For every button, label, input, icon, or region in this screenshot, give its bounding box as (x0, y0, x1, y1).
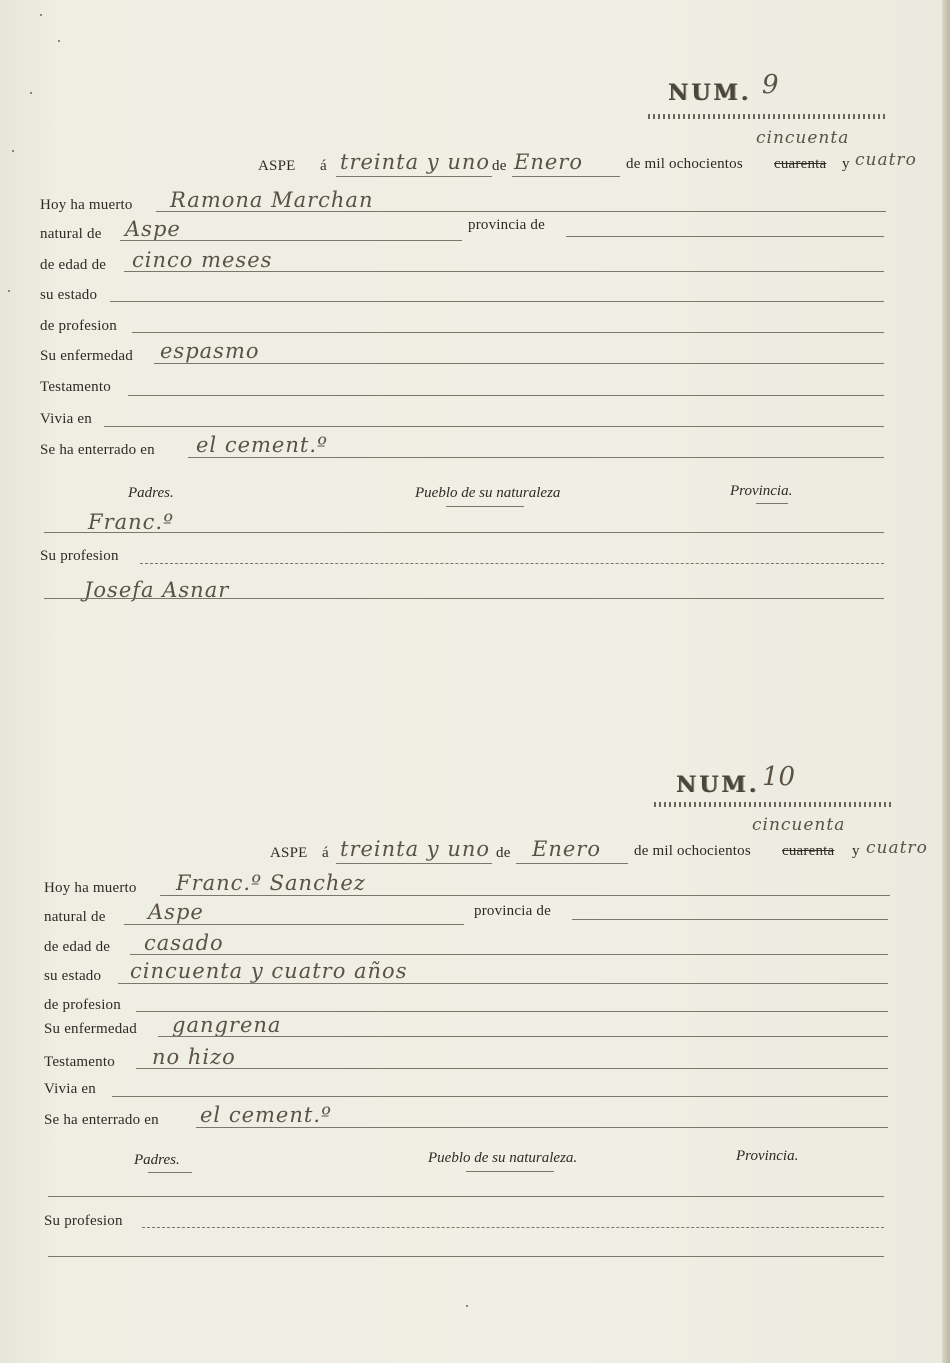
header-underline (446, 506, 524, 507)
field-line (196, 1127, 888, 1128)
mil-ochocientos-label: de mil ochocientos (634, 843, 751, 859)
date-day-line (336, 176, 492, 177)
record-number-value: 10 (762, 762, 796, 792)
field-line (48, 1256, 884, 1257)
paper-speck (30, 92, 32, 94)
deceased-name: Ramona Marchan (170, 188, 374, 212)
field-line (48, 1196, 884, 1197)
field-line (118, 983, 888, 984)
provincia-header: Provincia. (736, 1148, 799, 1164)
pueblo-header: Pueblo de su naturaleza. (428, 1150, 578, 1166)
se-ha-enterrado-label: Se ha enterrado en (40, 442, 155, 458)
su-profesion-label: Su profesion (40, 548, 119, 564)
enterrado-value: el cement.º (196, 433, 328, 457)
de-profesion-label: de profesion (44, 997, 121, 1013)
de-edad-de-label: de edad de (44, 939, 111, 955)
field-line (130, 954, 888, 955)
place-label: ASPE (258, 158, 296, 174)
natural-de-label: natural de (40, 226, 102, 242)
date-month: Enero (532, 837, 601, 861)
year-unit: cuatro (855, 150, 917, 170)
field-line (136, 1068, 888, 1069)
se-ha-enterrado-label: Se ha enterrado en (44, 1112, 159, 1128)
cuarenta-struck: cuarenta (782, 843, 835, 859)
mil-ochocientos-label: de mil ochocientos (626, 156, 743, 172)
madre-name: Josefa Asnar (84, 578, 230, 602)
enfermedad-value: gangrena (172, 1013, 282, 1037)
su-estado-label: su estado (44, 968, 102, 984)
field-line (572, 919, 888, 920)
date-day: treinta y uno (340, 837, 491, 861)
y-label: y (852, 843, 860, 859)
field-line (124, 271, 884, 272)
field-line (104, 426, 884, 427)
header-underline (148, 1172, 192, 1173)
natural-de-value: Aspe (148, 900, 204, 924)
testamento-label: Testamento (44, 1054, 115, 1070)
vivia-en-label: Vivia en (44, 1081, 96, 1097)
enterrado-value: el cement.º (200, 1103, 332, 1127)
field-line (110, 301, 884, 302)
paper-speck (40, 14, 42, 16)
testamento-value: no hizo (152, 1045, 236, 1069)
decorative-wavy-rule (654, 802, 894, 807)
pueblo-header: Pueblo de su naturaleza (415, 485, 561, 501)
preposition-a: á (320, 158, 327, 174)
record-number-value: 9 (762, 70, 779, 100)
de-label: de (496, 845, 511, 861)
enfermedad-value: espasmo (160, 339, 260, 363)
header-underline (466, 1171, 554, 1172)
field-line (44, 598, 884, 599)
de-label: de (492, 158, 507, 174)
page-edge (942, 0, 950, 1363)
field-line (156, 211, 886, 212)
field-line (136, 1011, 888, 1012)
edad-value: casado (144, 931, 224, 955)
vivia-en-label: Vivia en (40, 411, 92, 427)
date-month-line (516, 863, 628, 864)
year-correction: cincuenta (752, 815, 846, 835)
field-line (128, 395, 884, 396)
de-profesion-label: de profesion (40, 318, 117, 334)
date-day-line (336, 863, 492, 864)
field-line (142, 1227, 884, 1228)
field-line (160, 895, 890, 896)
place-label: ASPE (270, 845, 308, 861)
padres-header: Padres. (134, 1152, 180, 1168)
estado-value: cincuenta y cuatro años (130, 959, 408, 983)
su-enfermedad-label: Su enfermedad (40, 348, 133, 364)
field-line (188, 457, 884, 458)
su-profesion-label: Su profesion (44, 1213, 123, 1229)
field-line (154, 363, 884, 364)
date-month-line (512, 176, 620, 177)
natural-de-label: natural de (44, 909, 106, 925)
year-correction: cincuenta (756, 128, 850, 148)
field-line (566, 236, 884, 237)
su-estado-label: su estado (40, 287, 98, 303)
field-line (124, 924, 464, 925)
paper-speck (466, 1305, 468, 1307)
decorative-wavy-rule (648, 114, 888, 119)
de-edad-de-label: de edad de (40, 257, 107, 273)
paper-speck (12, 150, 14, 152)
year-unit: cuatro (866, 838, 928, 858)
provincia-de-label: provincia de (474, 903, 551, 919)
field-line (132, 332, 884, 333)
field-line (140, 563, 884, 564)
y-label: y (842, 156, 850, 172)
record-number-label: NUM. (668, 80, 752, 106)
deceased-name: Franc.º Sanchez (176, 871, 366, 895)
field-line (112, 1096, 888, 1097)
su-enfermedad-label: Su enfermedad (44, 1021, 137, 1037)
field-line (120, 240, 462, 241)
date-day: treinta y uno (340, 150, 491, 174)
testamento-label: Testamento (40, 379, 111, 395)
provincia-header: Provincia. (730, 483, 793, 499)
edad-value: cinco meses (132, 248, 273, 272)
date-month: Enero (514, 150, 583, 174)
header-underline (756, 503, 788, 504)
hoy-ha-muerto-label: Hoy ha muerto (40, 197, 133, 213)
natural-de-value: Aspe (125, 217, 181, 241)
hoy-ha-muerto-label: Hoy ha muerto (44, 880, 137, 896)
paper-speck (58, 40, 60, 42)
cuarenta-struck: cuarenta (774, 156, 827, 172)
record-number-label: NUM. (676, 772, 760, 798)
preposition-a: á (322, 845, 329, 861)
field-line (158, 1036, 888, 1037)
padre-name: Franc.º (88, 510, 174, 534)
paper-speck (8, 290, 10, 292)
provincia-de-label: provincia de (468, 217, 545, 233)
padres-header: Padres. (128, 485, 174, 501)
field-line (44, 532, 884, 533)
